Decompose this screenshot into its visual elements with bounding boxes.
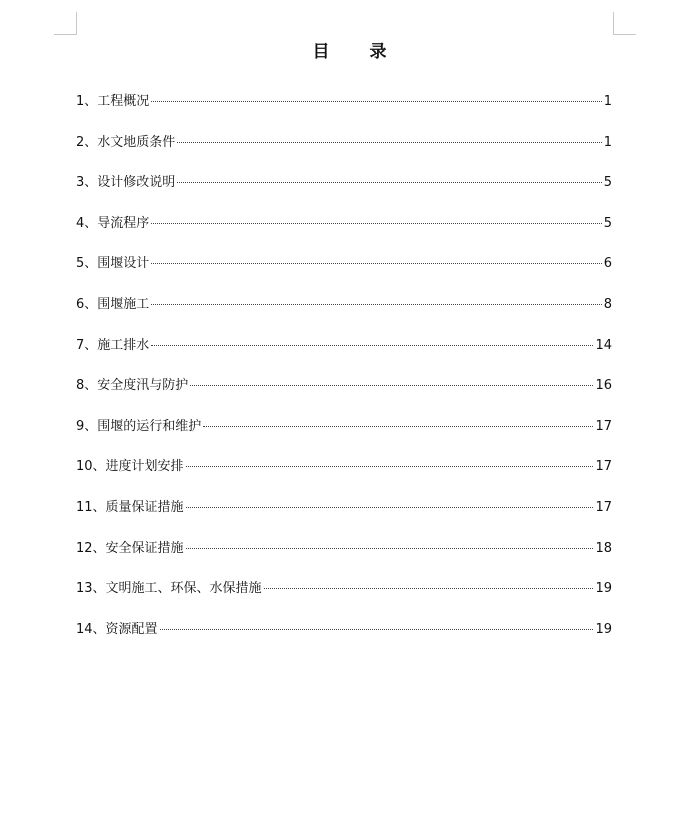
toc-dot-leader	[177, 182, 601, 183]
toc-entry-label: 3、设计修改说明	[76, 175, 176, 191]
toc-entry[interactable]	[76, 92, 612, 133]
toc-entry[interactable]	[76, 620, 612, 661]
toc-entry-page: 1	[603, 134, 612, 150]
toc-entry-page: 14	[595, 337, 612, 353]
toc-entry-label: 13、文明施工、环保、水保措施	[76, 581, 262, 597]
toc-dot-leader	[151, 263, 601, 264]
page-title-char: 目	[312, 42, 330, 62]
toc-entry[interactable]	[76, 539, 612, 580]
toc-entry-label: 12、安全保证措施	[76, 540, 184, 556]
toc-entry-page: 8	[603, 296, 612, 312]
page-corner-mark-top-right	[613, 12, 636, 35]
toc-entry-page: 17	[595, 459, 612, 475]
page-corner-mark-top-left	[54, 12, 77, 35]
toc-dot-leader	[186, 466, 594, 467]
toc-entry-label: 1、工程概况	[76, 94, 150, 109]
toc-entry-page: 5	[603, 175, 612, 191]
toc-entry[interactable]	[76, 579, 612, 620]
toc-dot-leader	[264, 588, 594, 589]
toc-entry-label: 6、围堰施工	[76, 296, 150, 312]
toc-entry-label: 2、水文地质条件	[76, 134, 176, 150]
toc-entry[interactable]	[76, 457, 612, 498]
toc-entry-label: 7、施工排水	[76, 337, 150, 353]
toc-entry-label: 14、资源配置	[76, 621, 158, 637]
toc-entry-label: 10、进度计划安排	[76, 459, 184, 475]
toc-dot-leader	[190, 385, 593, 386]
toc-entry-page: 18	[595, 540, 612, 556]
toc-entry[interactable]	[76, 254, 612, 295]
toc-entry-label: 11、质量保证措施	[76, 499, 184, 515]
toc-entry-page: 19	[595, 621, 612, 637]
toc-entry[interactable]	[76, 133, 612, 174]
toc-entry[interactable]	[76, 173, 612, 214]
table-of-contents	[76, 92, 612, 660]
toc-entry-page: 5	[603, 215, 612, 231]
toc-entry-page: 17	[595, 499, 612, 515]
toc-dot-leader	[151, 101, 601, 102]
toc-entry-label: 5、围堰设计	[76, 256, 150, 272]
toc-dot-leader	[151, 304, 601, 305]
toc-entry[interactable]	[76, 214, 612, 255]
toc-entry-page: 19	[595, 581, 612, 597]
toc-entry-page: 6	[603, 256, 612, 272]
toc-entry[interactable]	[76, 498, 612, 539]
toc-entry-page: 16	[595, 378, 612, 394]
toc-entry-label: 8、安全度汛与防护	[76, 378, 189, 394]
toc-dot-leader	[151, 223, 601, 224]
toc-dot-leader	[186, 548, 594, 549]
toc-entry[interactable]	[76, 295, 612, 336]
toc-dot-leader	[203, 426, 593, 427]
toc-entry-label: 4、导流程序	[76, 215, 150, 231]
toc-entry[interactable]	[76, 336, 612, 377]
toc-dot-leader	[151, 345, 593, 346]
toc-entry-page: 17	[595, 418, 612, 434]
toc-entry[interactable]	[76, 376, 612, 417]
toc-dot-leader	[160, 629, 594, 630]
toc-dot-leader	[177, 142, 601, 143]
toc-entry[interactable]	[76, 417, 612, 458]
toc-entry-label: 9、围堰的运行和维护	[76, 418, 202, 434]
toc-entry-page: 1	[603, 94, 612, 109]
toc-dot-leader	[186, 507, 594, 508]
page-title	[0, 40, 699, 64]
page-title-char: 录	[369, 42, 387, 62]
